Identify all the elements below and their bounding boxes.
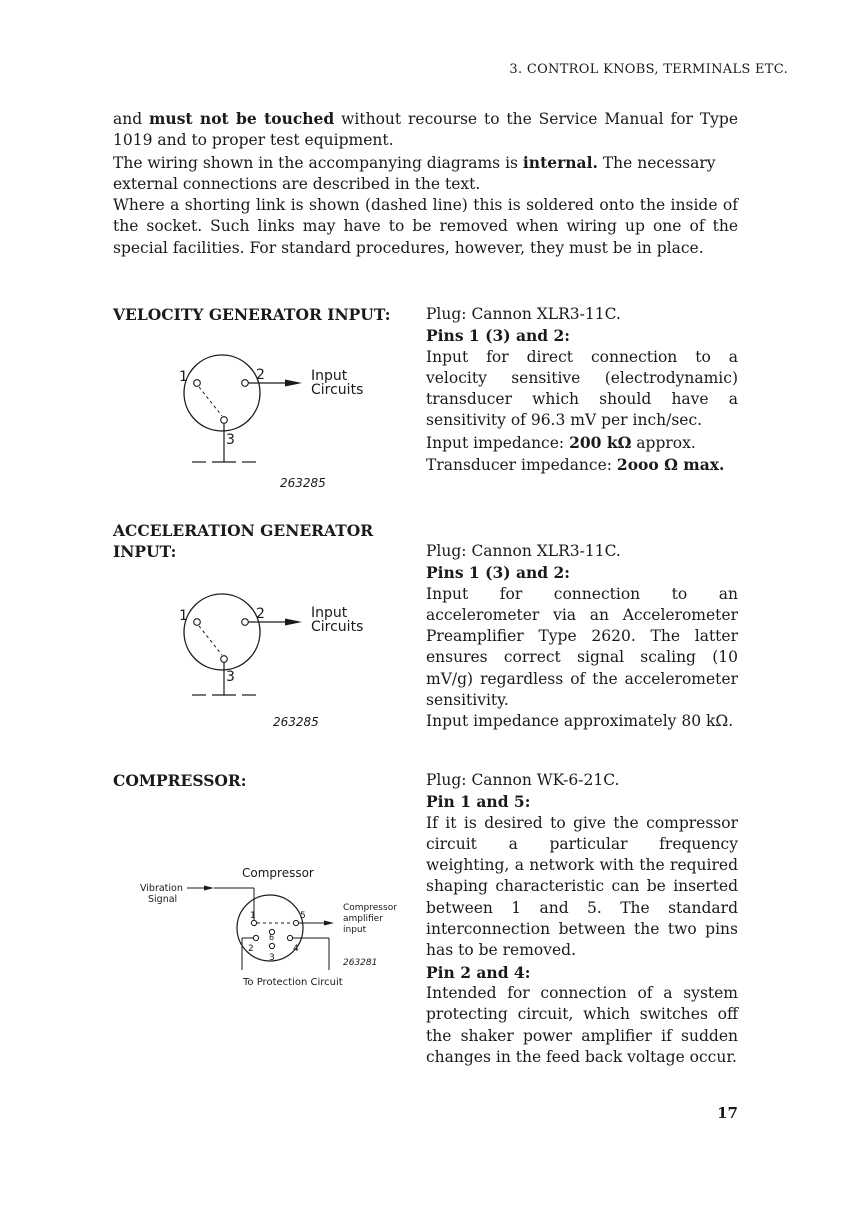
compressor-pins-2-4: Pin 2 and 4: [426,962,531,982]
acceleration-pin-3-label: 3 [226,669,235,685]
acceleration-description [426,541,738,733]
acceleration-input-label: Input [311,605,348,621]
velocity-input-label: Input [311,368,348,384]
compressor-plug: Plug: Cannon WK-6-21C. [426,771,620,789]
page-number: 17 [717,1104,738,1122]
compressor-pin-6-label: 6 [269,933,275,942]
acceleration-heading: ACCELERATION GENERATOR INPUT: [113,521,374,562]
velocity-pins: Pins 1 (3) and 2: [426,326,571,346]
velocity-pin-3-label: 3 [226,432,235,448]
compressor-pins-1-5: Pin 1 and 5: [426,792,531,812]
acceleration-desc: Input for connection to an accelerometer via an Accelerometer Preamplifier Type 2620. The latter ensures correct signal scaling (10 mV/g) regardless of the accelerometer sensitivity. [426,584,738,710]
compressor-heading: COMPRESSOR: [113,771,247,790]
acceleration-impedance: Input impedance approximately 80 kΩ. [426,712,734,731]
acceleration-pin-1-label: 1 [179,608,188,624]
compressor-pin-5-label: 5 [300,911,306,921]
velocity-heading: VELOCITY GENERATOR INPUT: [113,305,391,324]
compressor-pin-3-label: 3 [269,953,275,963]
velocity-impedance-1: Input impedance: 200 kΩ approx. [426,432,696,452]
acceleration-figure-number: 263285 [273,715,319,729]
vibration-label: Vibration [140,883,183,894]
acceleration-pins: Pins 1 (3) and 2: [426,563,571,583]
compressor-diagram-title: Compressor [242,866,314,880]
intro-paragraph-2: The wiring shown in the accompanying diagrams is internal. The necessary external connections are described in the text. [113,152,716,193]
compressor-figure-number: 263281 [343,958,378,968]
running-header: 3. CONTROL KNOBS, TERMINALS ETC. [509,62,788,77]
acceleration-circuits-label: Circuits [311,619,364,635]
intro-paragraph-1: and must not be touched without recourse to the Service Manual for Type 1019 and to proper test equipment. [113,109,739,150]
compressor-desc-2: Intended for connection of a system protecting circuit, which switches off the shaker power amplifier if sudden changes in the feed back voltage occur. [426,983,738,1066]
velocity-plug: Plug: Cannon XLR3-11C. [426,305,621,323]
intro-text [113,108,738,259]
compressor-output-label-3: input [343,925,367,935]
compressor-output-label-2: amplifier [343,914,383,924]
velocity-pin-1-label: 1 [179,369,188,385]
compressor-pin-1-label: 1 [250,911,256,921]
velocity-desc: Input for direct connection to a velocity sensitive (electrodynamic) transducer which should have a sensitivity of 96.3 mV per inch/sec. [426,347,738,430]
velocity-pin-2-label: 2 [256,367,265,383]
compressor-connector-diagram [124,860,414,990]
compressor-pin-2-label: 2 [248,944,254,954]
signal-label: Signal [148,894,178,905]
compressor-desc-1: If it is desired to give the compressor circuit a particular frequency weighting, a network with the required shaping characteristic can be inserted between 1 and 5. The standard interconnection between the two pins has to be removed. [426,813,738,960]
acceleration-pin-2-label: 2 [256,606,265,622]
compressor-output-label-1: Compressor [343,903,397,913]
protection-circuit-label: To Protection Circuit [243,977,343,988]
compressor-pin-4-label: 4 [293,944,299,954]
intro-paragraph-3: Where a shorting link is shown (dashed line) this is soldered onto the inside of the socket. Such links may have to be removed when wiring up one of the special facilities. For standard procedures, however, they must be in place. [113,196,738,257]
velocity-figure-number: 263285 [280,476,326,490]
compressor-description [426,770,738,1068]
acceleration-plug: Plug: Cannon XLR3-11C. [426,542,621,560]
velocity-connector-diagram [170,350,380,495]
velocity-circuits-label: Circuits [311,382,364,398]
velocity-impedance-2: Transducer impedance: 2ooo Ω max. [426,455,725,475]
velocity-description [426,304,738,476]
acceleration-connector-diagram [170,589,380,734]
